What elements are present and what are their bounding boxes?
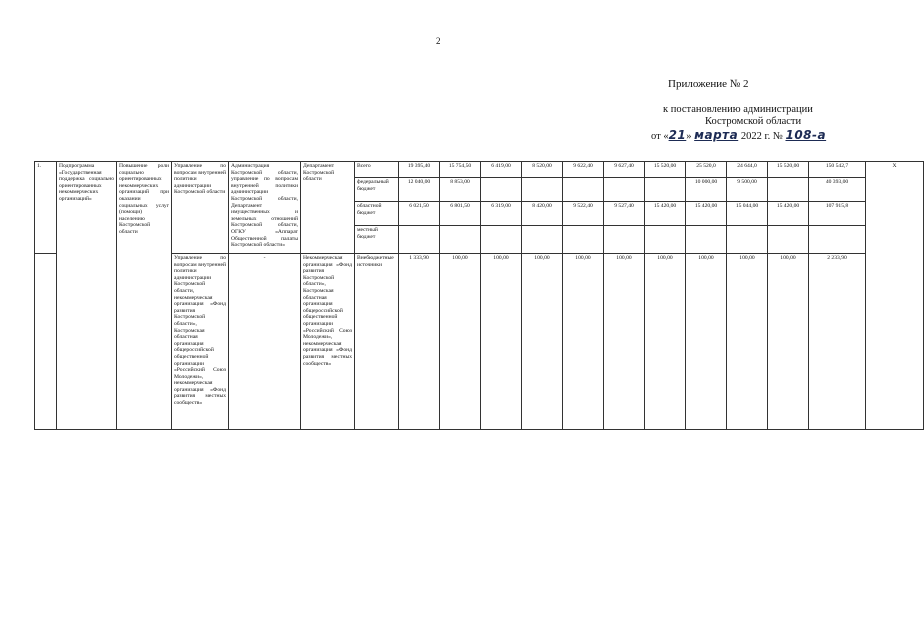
value-cell xyxy=(645,178,686,202)
source-name: федеральный бюджет xyxy=(355,178,399,202)
value-cell: 9 522,40 xyxy=(563,202,604,226)
goal-cell: Повышение роли социально ориентированных некоммерческих организаций при оказании социальных услуг (помощи) населению Костромской области xyxy=(117,162,172,430)
value-cell: 6 021,50 xyxy=(399,202,440,226)
value-cell: 15 420,00 xyxy=(686,202,727,226)
value-cell xyxy=(440,226,481,254)
value-cell: 100,00 xyxy=(522,254,563,430)
responsible-cell: Управление по вопросам внутренней политики администрации Костромской области, некоммерческая организация «Фонд развития Костромской области», Костромская областная организация общероссийской общественной организации «Российский Союз Молодежи», некоммерческая организация «Фонд развития местных сообществ» xyxy=(172,254,229,430)
source-name: местный бюджет xyxy=(355,226,399,254)
value-cell xyxy=(522,226,563,254)
value-cell xyxy=(481,178,522,202)
value-cell xyxy=(686,226,727,254)
value-cell: 8 853,00 xyxy=(440,178,481,202)
value-cell: 9 627,40 xyxy=(604,162,645,178)
coexecutors-cell: Администрация Костромской области, управление по вопросам внутренней политики администрации Костромской области, Департамент имущественных и земельных отношений Костромской области, ОГКУ «Аппарат Общественной палаты Костромской области» xyxy=(229,162,301,254)
value-cell: 15 754,50 xyxy=(440,162,481,178)
value-cell xyxy=(768,226,809,254)
value-cell: 10 000,00 xyxy=(686,178,727,202)
total-cell: 107 915,8 xyxy=(809,202,866,226)
date-prefix: от « xyxy=(651,131,669,142)
value-cell xyxy=(522,178,563,202)
value-cell: 100,00 xyxy=(604,254,645,430)
appendix-line-2: Костромской области xyxy=(705,116,802,127)
row-number: 1. xyxy=(35,162,57,254)
value-cell xyxy=(563,178,604,202)
value-cell: 15 044,00 xyxy=(727,202,768,226)
value-cell: 6 419,00 xyxy=(481,162,522,178)
total-cell: 40 393,00 xyxy=(809,178,866,202)
value-cell: 15 420,00 xyxy=(768,202,809,226)
value-cell: 9 500,00 xyxy=(727,178,768,202)
value-cell: 15 520,00 xyxy=(768,162,809,178)
value-cell: 12 040,00 xyxy=(399,178,440,202)
value-cell: 100,00 xyxy=(440,254,481,430)
value-cell: 9 622,40 xyxy=(563,162,604,178)
value-cell xyxy=(768,178,809,202)
value-cell xyxy=(727,226,768,254)
value-cell xyxy=(604,226,645,254)
subprogram-cell: Подпрограмма «Государственная поддержка социально ориентированных некоммерческих организаций» xyxy=(57,162,117,430)
appendix-line-1: к постановлению администрации xyxy=(663,104,813,115)
source-name: областной бюджет xyxy=(355,202,399,226)
participants-cell: Некоммерческая организация «Фонд развития Костромской области», Костромская областная организация общероссийской общественной организации «Российский Союз Молодежи», некоммерческая организация «Фонд развития местных сообществ» xyxy=(301,254,355,430)
source-name: Всего xyxy=(355,162,399,178)
appendix-title: Приложение № 2 xyxy=(668,78,749,90)
mark-cell: Х xyxy=(866,162,924,430)
date-day: 21 xyxy=(668,128,687,142)
value-cell: 100,00 xyxy=(768,254,809,430)
program-table xyxy=(34,161,924,430)
value-cell: 9 527,40 xyxy=(604,202,645,226)
date-mid: » xyxy=(686,131,695,142)
value-cell: 100,00 xyxy=(481,254,522,430)
value-cell xyxy=(563,226,604,254)
value-cell: 8 520,00 xyxy=(522,162,563,178)
value-cell: 24 644,0 xyxy=(727,162,768,178)
empty-cell xyxy=(35,254,57,430)
value-cell: 100,00 xyxy=(563,254,604,430)
value-cell: 6 319,00 xyxy=(481,202,522,226)
table-row xyxy=(35,162,924,178)
value-cell: 6 801,50 xyxy=(440,202,481,226)
date-number: 108-а xyxy=(785,128,827,142)
value-cell: 15 520,00 xyxy=(645,162,686,178)
value-cell: 19 395,40 xyxy=(399,162,440,178)
total-cell: 150 542,7 xyxy=(809,162,866,178)
value-cell: 8 420,00 xyxy=(522,202,563,226)
value-cell: 15 420,00 xyxy=(645,202,686,226)
coexecutors-cell: - xyxy=(229,254,301,430)
date-month: марта xyxy=(694,128,739,142)
value-cell: 100,00 xyxy=(686,254,727,430)
value-cell xyxy=(604,178,645,202)
value-cell xyxy=(645,226,686,254)
value-cell: 25 520,0 xyxy=(686,162,727,178)
responsible-cell: Управление по вопросам внутренней политики администрации Костромской области xyxy=(172,162,229,254)
value-cell xyxy=(481,226,522,254)
value-cell xyxy=(399,226,440,254)
value-cell: 100,00 xyxy=(727,254,768,430)
participants-cell: Департамент Костромской области xyxy=(301,162,355,254)
source-name: Внебюджетные источники xyxy=(355,254,399,430)
page-number: 2 xyxy=(436,36,441,46)
total-cell xyxy=(809,226,866,254)
value-cell: 1 333,90 xyxy=(399,254,440,430)
date-year: 2022 г. № xyxy=(738,131,786,142)
total-cell: 2 233,90 xyxy=(809,254,866,430)
value-cell: 100,00 xyxy=(645,254,686,430)
appendix-date-line xyxy=(651,129,826,143)
